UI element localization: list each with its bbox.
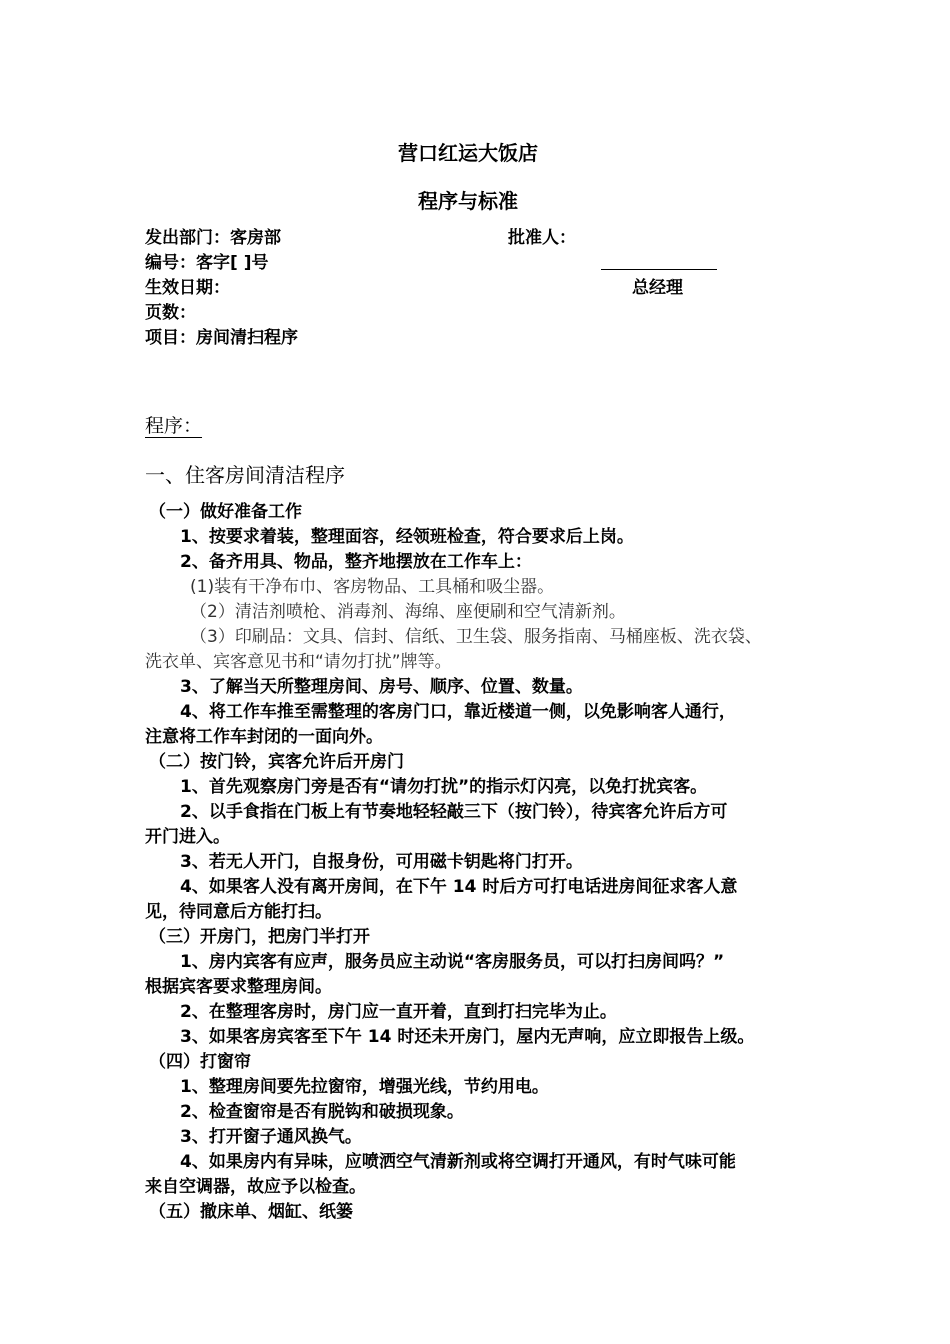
body-line: 1、首先观察房门旁是否有“请勿打扰”的指示灯闪亮，以免打扰宾客。 xyxy=(180,777,708,797)
body-line: 开门进入。 xyxy=(145,827,230,847)
body-line: 4、将工作车推至需整理的客房门口，靠近楼道一侧，以免影响客人通行， xyxy=(180,702,736,722)
body-line: 注意将工作车封闭的一面向外。 xyxy=(145,727,383,747)
approver: 批准人： xyxy=(508,228,576,248)
body-line: 3、打开窗子通风换气。 xyxy=(180,1127,362,1147)
body-line: 洗衣单、宾客意见书和“请勿打扰”牌等。 xyxy=(145,652,452,672)
subsection-heading: （五）撤床单、烟缸、纸篓 xyxy=(149,1202,353,1222)
body-line: 4、如果房内有异味，应喷洒空气清新剂或将空调打开通风，有时气味可能 xyxy=(180,1152,736,1172)
body-line: 3、了解当天所整理房间、房号、顺序、位置、数量。 xyxy=(180,677,583,697)
body-line: 2、以手食指在门板上有节奏地轻轻敲三下（按门铃），待宾客允许后方可 xyxy=(180,802,728,822)
body-line: （2）清洁剂喷枪、消毒剂、海绵、座便刷和空气清新剂。 xyxy=(190,602,626,622)
project: 项目：房间清扫程序 xyxy=(145,328,298,348)
procedure-heading: 程序： xyxy=(145,415,203,437)
subsection-heading: （三）开房门，把房门半打开 xyxy=(149,927,370,947)
signature-line xyxy=(601,269,717,270)
body-line: 1、按要求着装，整理面容，经领班检查，符合要求后上岗。 xyxy=(180,527,634,547)
general-manager: 总经理 xyxy=(632,278,683,298)
effective-date: 生效日期： xyxy=(145,278,230,298)
body-line: 1、房内宾客有应声，服务员应主动说“客房服务员，可以打扫房间吗？” xyxy=(180,952,725,972)
page-count: 页数： xyxy=(145,303,196,323)
doc-title: 程序与标准 xyxy=(418,189,518,213)
body-line: 2、备齐用具、物品，整齐地摆放在工作车上： xyxy=(180,552,532,572)
hotel-name: 营口红运大饭店 xyxy=(398,141,538,165)
section-title: 一、住客房间清洁程序 xyxy=(145,463,345,487)
body-line: 1、整理房间要先拉窗帘，增强光线，节约用电。 xyxy=(180,1077,549,1097)
subsection-heading: （四）打窗帘 xyxy=(149,1052,251,1072)
body-line: 见，待同意后方能打扫。 xyxy=(145,902,332,922)
issuing-dept: 发出部门：客房部 xyxy=(145,228,281,248)
body-line: 2、检查窗帘是否有脱钩和破损现象。 xyxy=(180,1102,464,1122)
body-line: 2、在整理客房时，房门应一直开着，直到打扫完毕为止。 xyxy=(180,1002,617,1022)
doc-code: 编号：客字[ ]号 xyxy=(145,253,269,273)
body-line: （3）印刷品：文具、信封、信纸、卫生袋、服务指南、马桶座板、洗衣袋、 xyxy=(190,627,762,647)
body-line: 4、如果客人没有离开房间，在下午 14 时后方可打电话进房间征求客人意 xyxy=(180,877,738,897)
subsection-heading: （一）做好准备工作 xyxy=(149,502,302,522)
body-line: (1)装有干净布巾、客房物品、工具桶和吸尘器。 xyxy=(190,577,555,597)
subsection-heading: （二）按门铃，宾客允许后开房门 xyxy=(149,752,404,772)
body-line: 根据宾客要求整理房间。 xyxy=(145,977,332,997)
body-line: 3、如果客房宾客至下午 14 时还未开房门，屋内无声响，应立即报告上级。 xyxy=(180,1027,755,1047)
body-line: 3、若无人开门，自报身份，可用磁卡钥匙将门打开。 xyxy=(180,852,583,872)
body-line: 来自空调器，故应予以检查。 xyxy=(145,1177,366,1197)
